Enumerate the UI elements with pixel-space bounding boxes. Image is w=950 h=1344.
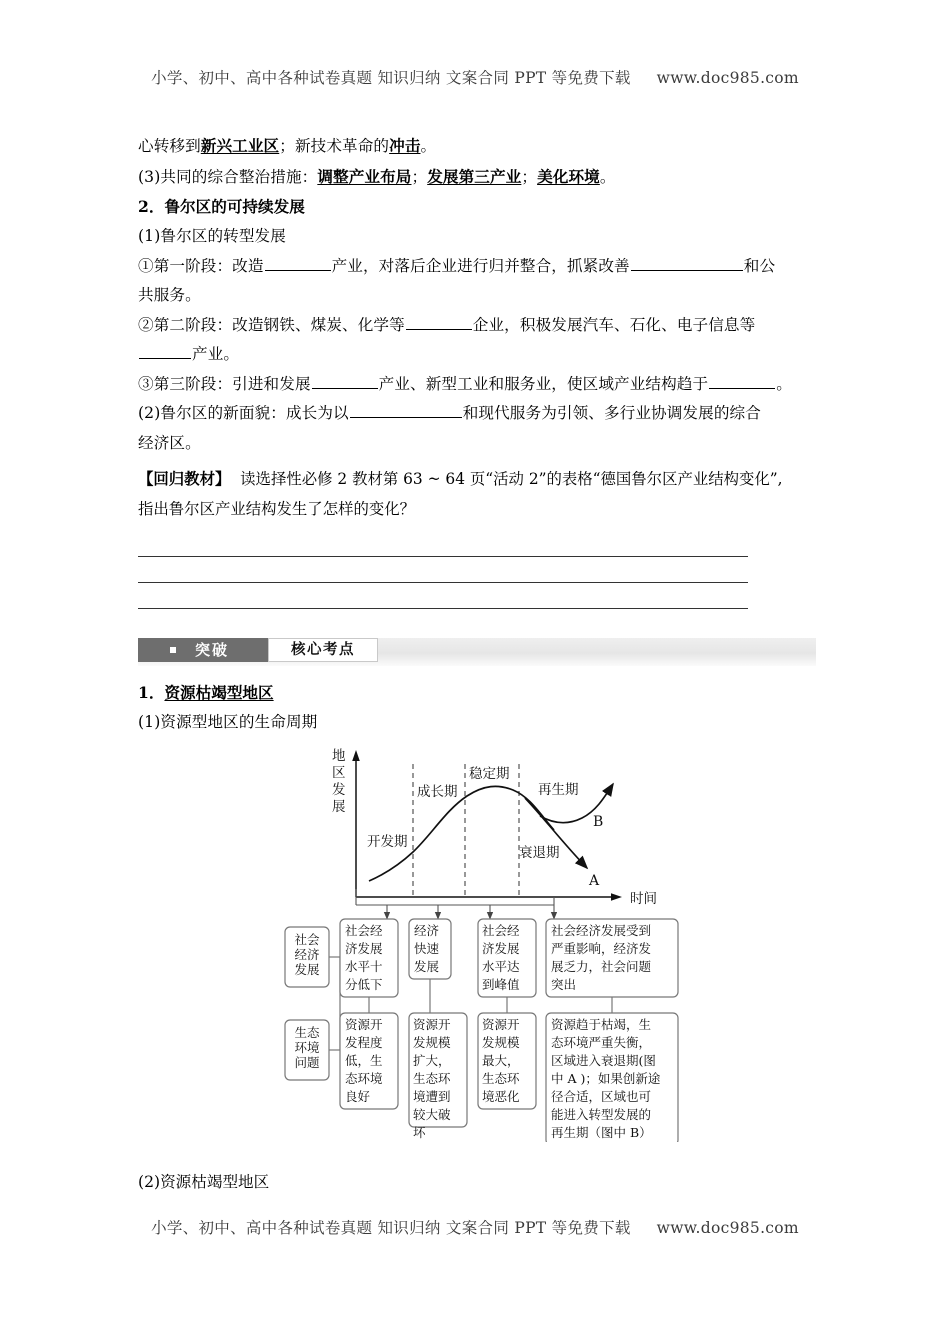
watermark-text: 小学、初中、高中各种试卷真题 知识归纳 文案合同 PPT 等免费下载	[151, 69, 631, 87]
branch-A-stage-label: 衰退期	[519, 845, 560, 861]
stage-col-3-ecology	[478, 1013, 536, 1109]
y-axis-arrow-icon	[352, 750, 360, 761]
item3-end: 。	[599, 167, 616, 186]
emph-tertiary-industry: 发展第三产业	[427, 166, 522, 186]
x-axis-arrow-icon	[611, 893, 622, 901]
emph-impact: 冲击	[389, 136, 421, 155]
page-footer-watermark	[0, 1216, 950, 1238]
svg-text:资源开发规模扩大，生态环境遭到较大破坏: 资源开发规模扩大，生态环境遭到较大破坏	[413, 1017, 451, 1140]
page-header-watermark	[0, 66, 950, 88]
paragraph-stage-2	[138, 311, 816, 341]
svg-text:经济快速发展: 经济快速发展	[414, 923, 440, 974]
stage3-text-c: 。	[776, 374, 792, 393]
stage-col-3-social	[478, 919, 536, 997]
branch-B-endpoint-label: B	[593, 814, 604, 830]
sub2-text-a: (2)鲁尔区的新面貌：成长为以	[138, 404, 349, 422]
svg-text:社会经济发展受到严重影响，经济发展乏力，社会问题突出: 社会经济发展受到严重影响，经济发展乏力，社会问题突出	[551, 923, 652, 992]
y-axis-label-char-1: 地	[332, 748, 346, 764]
recall-line-2: 指出鲁尔区产业结构发生了怎样的变化？	[138, 500, 416, 518]
paragraph-stage-1-cont: 共服务。	[138, 286, 201, 304]
paragraph-stage-2-cont	[138, 340, 816, 370]
emph-adjust-layout: 调整产业布局	[317, 166, 412, 186]
answer-ruled-lines[interactable]	[138, 531, 816, 609]
item3-prefix: (3)共同的综合整治措施：	[138, 167, 318, 186]
branch-A-endpoint-label: A	[589, 873, 600, 889]
fill-blank-stage2-1[interactable]	[406, 315, 472, 330]
stage1-text-c: 和公	[743, 256, 776, 275]
x-axis-label: 时间	[630, 891, 657, 907]
branch-B-stage-label: 再生期	[538, 782, 579, 798]
recall-question-a: 读选择性必修 2 教材第 63 ~ 64 页“活动 2”的表格“德国鲁尔区产业结构变化”,	[240, 470, 783, 488]
svg-text:社会经济发展水平达到峰值: 社会经济发展水平达到峰值	[482, 923, 520, 992]
upper-text-block	[138, 131, 816, 609]
stage-label-growth: 成长期	[417, 784, 458, 800]
section2-sub-1: (1)资源型地区的生命周期	[138, 713, 318, 731]
emph-new-industrial-zone: 新兴工业区	[200, 136, 280, 155]
y-axis-label-char-2: 区	[332, 765, 346, 781]
emph-beautify-env: 美化环境	[537, 166, 600, 186]
stage3-text-a: ③第三阶段：引进和发展	[138, 374, 311, 393]
section2-heading-label: 资源枯竭型地区	[164, 683, 274, 702]
stage-col-4-ecology	[546, 1013, 678, 1142]
svg-text:资源趋于枯竭，生态环境严重失衡，区域进入衰退期(图中 A ): 资源趋于枯竭，生态环境严重失衡，区域进入衰退期(图中 A )；如果创新途径合适，区域也可能进入转型发展的再生期（图中 B）	[551, 1017, 661, 1140]
y-axis-label-char-3: 发	[332, 782, 346, 798]
recall-line-1	[138, 464, 816, 494]
section-banner	[138, 638, 816, 666]
item3-sep-2: ；	[521, 167, 538, 186]
recall-textbook-block	[138, 464, 816, 524]
recall-lead-label: 【回归教材】	[138, 470, 231, 488]
paragraph-new-look-cont: 经济区。	[138, 433, 201, 452]
section2-sub-2: (2)资源枯竭型地区	[138, 1172, 270, 1191]
stage-label-development: 开发期	[367, 834, 408, 850]
stage1-text-a: ①第一阶段：改造	[138, 256, 264, 275]
stage-col-4-social	[546, 919, 678, 997]
stage-col-2-social	[409, 919, 451, 979]
svg-text:社会经济发展水平十分低下: 社会经济发展水平十分低下	[345, 923, 383, 992]
svg-text:资源开发规模最大，生态环境恶化: 资源开发规模最大，生态环境恶化	[482, 1017, 520, 1104]
stage2-text-c: 产业。	[192, 345, 240, 363]
row-label-social-economy	[285, 927, 340, 987]
svg-text:生态环境问题: 生态环境问题	[294, 1025, 320, 1070]
answer-line-1[interactable]	[138, 531, 748, 557]
stage-col-2-ecology	[409, 1013, 467, 1140]
watermark-url: www.doc985.com	[656, 69, 799, 87]
banner-breakthrough-label	[138, 638, 268, 662]
answer-line-2[interactable]	[138, 557, 748, 583]
heading-label: 鲁尔区的可持续发展	[164, 197, 305, 216]
stage-col-1-social	[340, 919, 398, 997]
lifecycle-diagram	[282, 742, 682, 1142]
paragraph-new-look	[138, 399, 816, 429]
heading-resource-depleted	[138, 678, 816, 708]
fill-blank-stage2-2[interactable]	[139, 344, 191, 359]
heading-ruhr-sustainable	[138, 192, 816, 222]
subheading-1: (1)鲁尔区的转型发展	[138, 227, 286, 245]
footer-watermark-text: 小学、初中、高中各种试卷真题 知识归纳 文案合同 PPT 等免费下载	[151, 1219, 631, 1237]
fill-blank-stage1-1[interactable]	[265, 256, 331, 271]
fill-blank-newlook[interactable]	[350, 403, 462, 418]
stage-label-stable: 稳定期	[469, 766, 510, 782]
square-bullet-icon	[170, 647, 176, 653]
svg-text:资源开发程度低，生态环境良好: 资源开发程度低，生态环境良好	[345, 1017, 383, 1104]
fill-blank-stage3-1[interactable]	[312, 374, 378, 389]
y-axis-label-char-4: 展	[332, 799, 346, 815]
row-label-ecological-problem	[285, 1020, 340, 1080]
svg-text:社会经济发展: 社会经济发展	[294, 932, 320, 977]
section2-heading-number: 1．	[138, 683, 165, 702]
fill-blank-stage3-2[interactable]	[709, 374, 775, 389]
sub2-text-b: 和现代服务为引领、多行业协调发展的综合	[462, 404, 761, 422]
heading-number: 2．	[138, 197, 165, 216]
banner-core-points-tab[interactable]: 核心考点	[268, 638, 378, 662]
footer-watermark-url: www.doc985.com	[656, 1219, 799, 1237]
stage3-text-b: 产业、新型工业和服务业，使区域产业结构趋于	[378, 374, 709, 393]
paragraph-continued: 心转移到新兴工业区；新技术革命的冲击。	[138, 136, 437, 155]
y-axis-label	[332, 747, 346, 815]
paragraph-stage-1	[138, 252, 816, 282]
lower-text-block	[138, 678, 816, 738]
paragraph-stage-3	[138, 370, 816, 400]
stage-connector-arrows	[356, 889, 554, 919]
banner-left-text: 突破	[194, 641, 229, 659]
answer-line-3[interactable]	[138, 583, 748, 609]
fill-blank-stage1-2[interactable]	[631, 256, 743, 271]
stage-col-1-ecology	[340, 1013, 398, 1109]
paragraph-item-3	[138, 162, 816, 193]
stage1-text-b: 产业，对落后企业进行归并整合，抓紧改善	[331, 256, 630, 275]
stage2-text-b: 企业，积极发展汽车、石化、电子信息等	[472, 315, 756, 334]
stage2-text-a: ②第二阶段：改造钢铁、煤炭、化学等	[138, 315, 405, 334]
item3-sep-1: ；	[411, 167, 428, 186]
lifecycle-diagram-svg	[282, 742, 682, 1142]
